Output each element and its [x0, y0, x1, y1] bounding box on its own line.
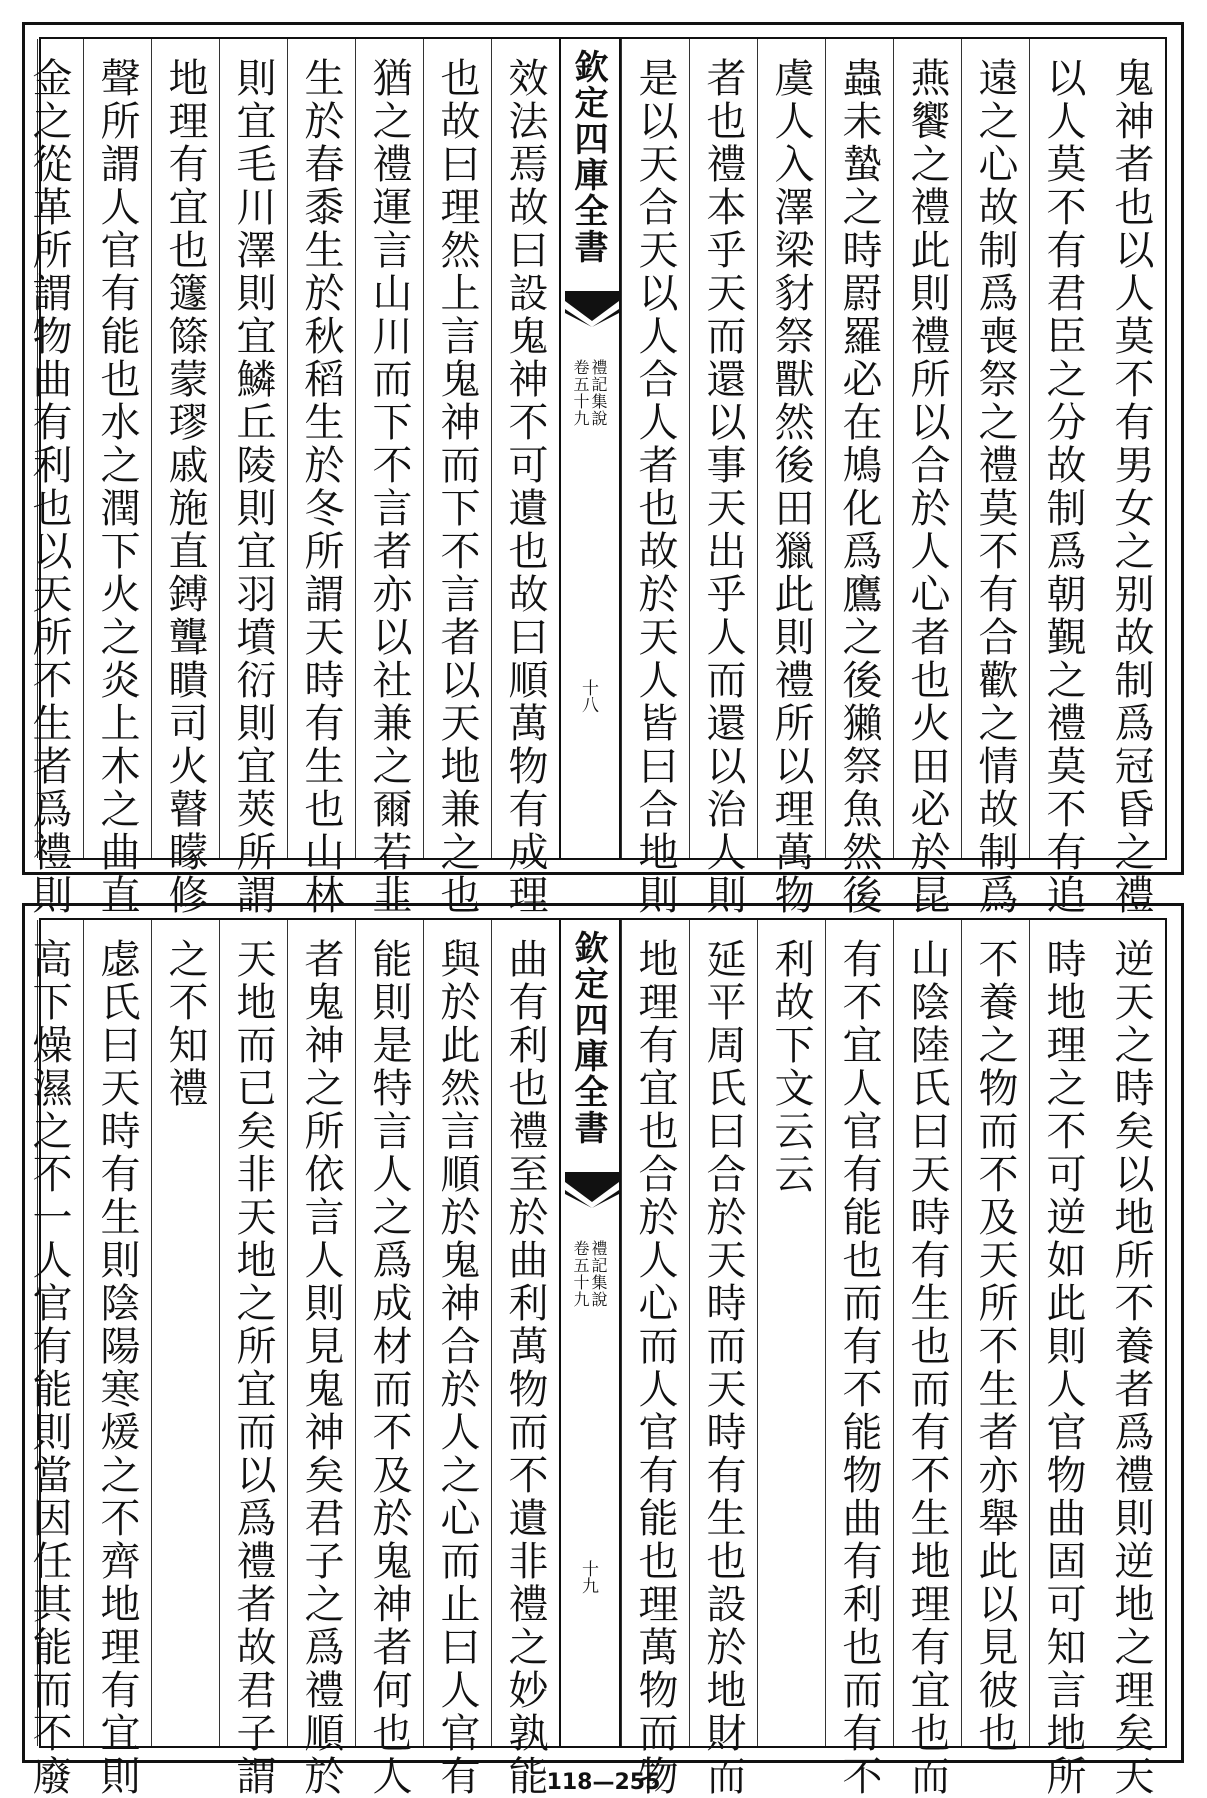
column-text: 高下燥濕之不一人官有能則當因任其能而不廢 — [26, 938, 72, 1798]
fish-tail-mark-icon — [565, 291, 619, 327]
page-number: 十九 — [578, 1560, 598, 1594]
column-text: 能則是特言人之爲成材而不及於鬼神者何也人 — [366, 938, 412, 1798]
text-column — [151, 920, 219, 1746]
text-column — [689, 39, 757, 917]
column-text: 不養之物而不及天所不生者亦舉此以見彼也 — [972, 938, 1018, 1755]
text-column — [621, 39, 689, 917]
page-code: 118—255 — [546, 1770, 661, 1795]
column-text: 曲有利也禮至於曲利萬物而不遺非禮之妙孰能 — [502, 938, 548, 1798]
book-title: 欽定四庫全書 — [568, 930, 608, 1146]
column-text: 燕饗之禮此則禮所以合於人心者也火田必於昆 — [904, 57, 950, 917]
column-text: 天地而已矣非天地之所宜而以爲禮者故君子謂 — [230, 938, 276, 1798]
text-column — [287, 39, 355, 917]
text-column — [355, 39, 423, 917]
column-text: 地理有宜也合於人心而人官有能也理萬物而物 — [632, 938, 678, 1798]
text-column — [423, 920, 491, 1798]
text-column — [1097, 920, 1165, 1798]
text-column — [83, 920, 151, 1798]
column-text: 利故下文云云 — [768, 938, 814, 1196]
column-text: 以人莫不有君臣之分故制爲朝覲之禮莫不有追 — [1040, 57, 1086, 917]
column-text: 時地理之不可逆如此則人官物曲固可知言地所 — [1040, 938, 1086, 1798]
page-number: 十八 — [578, 679, 598, 713]
text-column — [893, 39, 961, 917]
text-column — [26, 920, 83, 1798]
text-column — [355, 920, 423, 1798]
text-column — [689, 920, 757, 1798]
text-column — [83, 39, 151, 917]
text-column — [757, 920, 825, 1746]
column-text: 延平周氏曰合於天時而天時有生也設於地財而 — [700, 938, 746, 1798]
text-column — [287, 920, 355, 1798]
text-column — [621, 920, 689, 1798]
volume-number: 卷五十九 — [571, 359, 590, 427]
chapter-title: 禮記集說 — [589, 359, 608, 427]
center-strip — [559, 920, 621, 1746]
column-text: 鬼神者也以人莫不有男女之别故制爲冠昏之禮 — [1108, 57, 1154, 917]
column-text: 與於此然言順於鬼神合於人之心而止曰人官有 — [434, 938, 480, 1798]
text-column — [893, 920, 961, 1798]
column-text: 蟲未蟄之時罻羅必在鳩化爲鷹之後獺祭魚然後 — [836, 57, 882, 917]
upper-page-frame — [26, 37, 1167, 917]
volume-number: 卷五十九 — [571, 1240, 590, 1308]
text-column — [1029, 39, 1097, 917]
column-text: 地理有宜也籧篨蒙璆戚施直鎛聾瞶司火瞽矇修 — [162, 57, 208, 917]
column-text: 金之從革所謂物曲有利也以天所不生者爲禮則 — [26, 57, 72, 917]
column-text: 聲所謂人官有能也水之潤下火之炎上木之曲直 — [94, 57, 140, 917]
column-text: 猶之禮運言山川而下不言者亦以社兼之爾若韭 — [366, 57, 412, 917]
column-text: 效法焉故曰設鬼神不可遺也故曰順萬物有成理 — [502, 57, 548, 917]
column-text: 虞人入澤梁豺祭獸然後田獵此則禮所以理萬物 — [768, 57, 814, 917]
column-text: 有不宜人官有能也而有不能物曲有利也而有不 — [836, 938, 882, 1798]
column-text: 山陰陸氏曰天時有生也而有不生地理有宜也而 — [904, 938, 950, 1798]
text-column — [423, 39, 491, 917]
book-title: 欽定四庫全書 — [568, 49, 608, 265]
text-column — [825, 39, 893, 917]
text-column — [219, 920, 287, 1798]
column-text: 逆天之時矣以地所不養者爲禮則逆地之理矣天 — [1108, 938, 1154, 1798]
text-column — [219, 39, 287, 917]
upper-page — [22, 22, 1184, 917]
text-column — [961, 39, 1029, 917]
text-column — [825, 920, 893, 1798]
column-text: 生於春黍生於秋稻生於冬所謂天時有生也山林 — [298, 57, 344, 917]
column-text: 則宜毛川澤則宜鱗丘陵則宜羽墳衍則宜莢所謂 — [230, 57, 276, 917]
text-column — [1097, 39, 1165, 917]
column-text: 者鬼神之所依言人則見鬼神矣君子之爲禮順於 — [298, 938, 344, 1798]
text-column — [757, 39, 825, 917]
column-text: 之不知禮 — [162, 938, 208, 1110]
text-column — [491, 39, 559, 917]
fish-tail-mark-icon — [565, 1172, 619, 1208]
column-text: 也故曰理然上言鬼神而下不言者以天地兼之也 — [434, 57, 480, 917]
chapter-title: 禮記集說 — [589, 1240, 608, 1308]
column-text: 是以天合天以人合人者也故於天人皆曰合地則 — [632, 57, 678, 917]
column-text: 遠之心故制爲喪祭之禮莫不有合歡之情故制爲 — [972, 57, 1018, 917]
column-text: 虙氏曰天時有生則陰陽寒煖之不齊地理有宜則 — [94, 938, 140, 1798]
text-column — [26, 39, 83, 917]
center-strip — [559, 39, 621, 858]
text-column — [1029, 920, 1097, 1798]
column-text: 者也禮本乎天而還以事天出乎人而還以治人則 — [700, 57, 746, 917]
text-column — [961, 920, 1029, 1755]
text-column — [151, 39, 219, 917]
text-column — [491, 920, 559, 1798]
